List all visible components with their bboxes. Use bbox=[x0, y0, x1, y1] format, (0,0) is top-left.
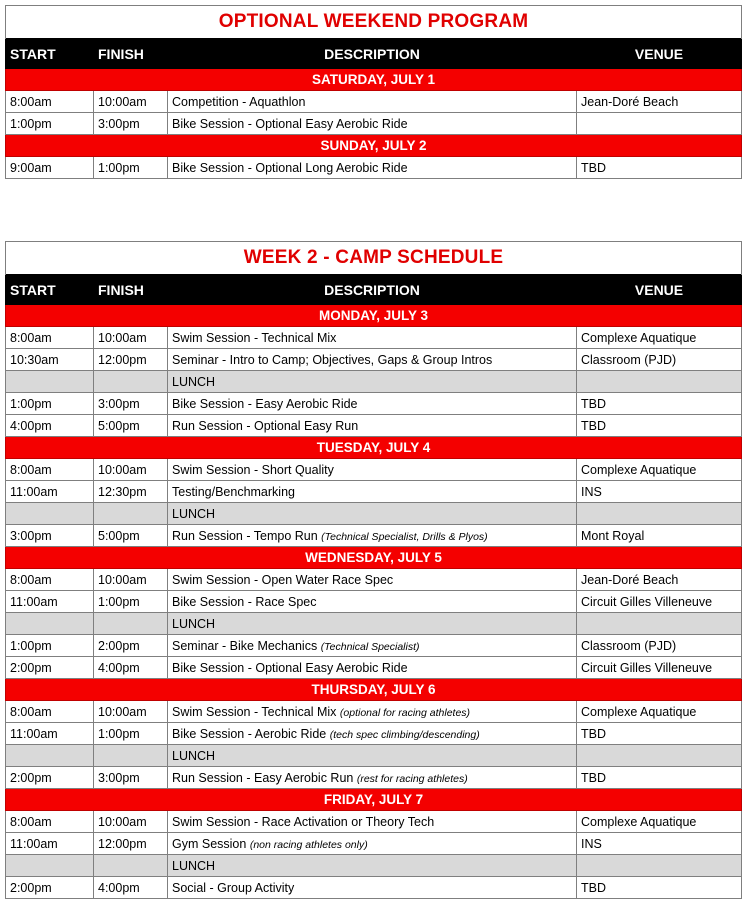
finish-cell bbox=[94, 371, 168, 393]
start-cell: 3:00pm bbox=[6, 525, 94, 547]
description-text: Testing/Benchmarking bbox=[172, 484, 295, 499]
lunch-row bbox=[6, 613, 742, 635]
start-cell bbox=[6, 745, 94, 767]
venue-cell bbox=[577, 503, 742, 525]
venue-cell: Circuit Gilles Villeneuve bbox=[577, 657, 742, 679]
description-text: LUNCH bbox=[172, 616, 216, 631]
venue-cell: Complexe Aquatique bbox=[577, 811, 742, 833]
description-text: Seminar - Intro to Camp; Objectives, Gaps & Group Intros bbox=[172, 352, 493, 367]
description-note: (Technical Specialist) bbox=[320, 640, 420, 653]
description-text: LUNCH bbox=[172, 374, 216, 389]
table-row bbox=[6, 833, 742, 855]
description-text: LUNCH bbox=[172, 748, 216, 763]
description-cell bbox=[168, 701, 577, 723]
venue-cell: TBD bbox=[577, 877, 742, 899]
description-cell bbox=[168, 767, 577, 789]
day-label: WEDNESDAY, JULY 5 bbox=[6, 547, 742, 569]
table-title-row bbox=[6, 242, 742, 275]
header-finish: FINISH bbox=[94, 39, 168, 69]
description-text: Competition - Aquathlon bbox=[172, 94, 306, 109]
start-cell: 11:00am bbox=[6, 723, 94, 745]
finish-cell: 5:00pm bbox=[94, 415, 168, 437]
start-cell: 1:00pm bbox=[6, 393, 94, 415]
venue-cell: Classroom (PJD) bbox=[577, 635, 742, 657]
table-row bbox=[6, 459, 742, 481]
table-row bbox=[6, 657, 742, 679]
header-venue: VENUE bbox=[577, 275, 742, 305]
venue-cell bbox=[577, 371, 742, 393]
table-row bbox=[6, 157, 742, 179]
description-text: LUNCH bbox=[172, 506, 216, 521]
table-row bbox=[6, 635, 742, 657]
start-cell bbox=[6, 613, 94, 635]
description-text: Swim Session - Technical Mix bbox=[172, 330, 337, 345]
description-cell bbox=[168, 657, 577, 679]
description-text: Bike Session - Optional Easy Aerobic Ride bbox=[172, 660, 408, 675]
venue-cell: Jean-Doré Beach bbox=[577, 91, 742, 113]
finish-cell: 4:00pm bbox=[94, 877, 168, 899]
description-text: Gym Session bbox=[172, 836, 247, 851]
day-label: THURSDAY, JULY 6 bbox=[6, 679, 742, 701]
start-cell: 8:00am bbox=[6, 811, 94, 833]
description-cell bbox=[168, 371, 577, 393]
start-cell: 11:00am bbox=[6, 481, 94, 503]
header-finish: FINISH bbox=[94, 275, 168, 305]
venue-cell: TBD bbox=[577, 157, 742, 179]
finish-cell: 3:00pm bbox=[94, 767, 168, 789]
day-label: SUNDAY, JULY 2 bbox=[6, 135, 742, 157]
start-cell: 11:00am bbox=[6, 833, 94, 855]
table-row bbox=[6, 481, 742, 503]
description-note: (non racing athletes only) bbox=[249, 838, 368, 851]
table-row bbox=[6, 723, 742, 745]
venue-cell: INS bbox=[577, 833, 742, 855]
lunch-row bbox=[6, 745, 742, 767]
table-row bbox=[6, 393, 742, 415]
description-note: (optional for racing athletes) bbox=[339, 706, 471, 719]
venue-cell: Complexe Aquatique bbox=[577, 701, 742, 723]
day-row bbox=[6, 305, 742, 327]
start-cell: 2:00pm bbox=[6, 657, 94, 679]
description-note: (Technical Specialist, Drills & Plyos) bbox=[321, 530, 488, 543]
description-note: (tech spec climbing/descending) bbox=[329, 728, 480, 741]
description-cell bbox=[168, 415, 577, 437]
description-text: Bike Session - Optional Long Aerobic Ride bbox=[172, 160, 408, 175]
start-cell bbox=[6, 371, 94, 393]
start-cell: 1:00pm bbox=[6, 113, 94, 135]
description-cell bbox=[168, 723, 577, 745]
description-text: Bike Session - Aerobic Ride bbox=[172, 726, 327, 741]
description-cell bbox=[168, 157, 577, 179]
description-text: LUNCH bbox=[172, 858, 216, 873]
venue-cell: TBD bbox=[577, 767, 742, 789]
finish-cell: 10:00am bbox=[94, 569, 168, 591]
description-text: Swim Session - Short Quality bbox=[172, 462, 334, 477]
venue-cell: Complexe Aquatique bbox=[577, 327, 742, 349]
table-row bbox=[6, 91, 742, 113]
finish-cell: 12:00pm bbox=[94, 833, 168, 855]
table-row bbox=[6, 877, 742, 899]
description-cell bbox=[168, 481, 577, 503]
description-cell bbox=[168, 613, 577, 635]
description-text: Seminar - Bike Mechanics bbox=[172, 638, 318, 653]
table-title-row bbox=[6, 6, 742, 39]
table-row bbox=[6, 415, 742, 437]
finish-cell: 1:00pm bbox=[94, 157, 168, 179]
camp-schedule-table bbox=[5, 241, 742, 899]
lunch-row bbox=[6, 371, 742, 393]
description-text: Social - Group Activity bbox=[172, 880, 295, 895]
venue-cell bbox=[577, 613, 742, 635]
start-cell: 2:00pm bbox=[6, 877, 94, 899]
table-row bbox=[6, 701, 742, 723]
day-row bbox=[6, 547, 742, 569]
start-cell: 2:00pm bbox=[6, 767, 94, 789]
finish-cell: 10:00am bbox=[94, 459, 168, 481]
description-text: Run Session - Easy Aerobic Run bbox=[172, 770, 354, 785]
finish-cell: 1:00pm bbox=[94, 723, 168, 745]
description-text: Bike Session - Race Spec bbox=[172, 594, 317, 609]
header-row bbox=[6, 275, 742, 305]
start-cell bbox=[6, 855, 94, 877]
venue-cell: TBD bbox=[577, 415, 742, 437]
table-row bbox=[6, 525, 742, 547]
finish-cell: 10:00am bbox=[94, 811, 168, 833]
table-title: WEEK 2 - CAMP SCHEDULE bbox=[6, 242, 742, 275]
finish-cell bbox=[94, 745, 168, 767]
finish-cell: 10:00am bbox=[94, 701, 168, 723]
header-start: START bbox=[6, 275, 94, 305]
description-cell bbox=[168, 877, 577, 899]
day-row bbox=[6, 679, 742, 701]
table-title: OPTIONAL WEEKEND PROGRAM bbox=[6, 6, 742, 39]
description-cell bbox=[168, 327, 577, 349]
venue-cell: TBD bbox=[577, 393, 742, 415]
description-cell bbox=[168, 811, 577, 833]
venue-cell: Mont Royal bbox=[577, 525, 742, 547]
venue-cell bbox=[577, 113, 742, 135]
description-cell bbox=[168, 91, 577, 113]
finish-cell: 4:00pm bbox=[94, 657, 168, 679]
venue-cell bbox=[577, 745, 742, 767]
venue-cell: Jean-Doré Beach bbox=[577, 569, 742, 591]
start-cell: 9:00am bbox=[6, 157, 94, 179]
lunch-row bbox=[6, 855, 742, 877]
table-row bbox=[6, 113, 742, 135]
finish-cell: 12:00pm bbox=[94, 349, 168, 371]
description-cell bbox=[168, 503, 577, 525]
description-cell bbox=[168, 113, 577, 135]
start-cell: 4:00pm bbox=[6, 415, 94, 437]
finish-cell: 5:00pm bbox=[94, 525, 168, 547]
header-venue: VENUE bbox=[577, 39, 742, 69]
finish-cell bbox=[94, 613, 168, 635]
description-cell bbox=[168, 855, 577, 877]
finish-cell: 10:00am bbox=[94, 91, 168, 113]
description-cell bbox=[168, 459, 577, 481]
header-description: DESCRIPTION bbox=[168, 275, 577, 305]
start-cell: 8:00am bbox=[6, 327, 94, 349]
description-text: Swim Session - Open Water Race Spec bbox=[172, 572, 394, 587]
description-text: Bike Session - Optional Easy Aerobic Ride bbox=[172, 116, 408, 131]
start-cell bbox=[6, 503, 94, 525]
description-text: Swim Session - Technical Mix bbox=[172, 704, 337, 719]
description-text: Run Session - Tempo Run bbox=[172, 528, 318, 543]
venue-cell bbox=[577, 855, 742, 877]
start-cell: 1:00pm bbox=[6, 635, 94, 657]
description-note: (rest for racing athletes) bbox=[356, 772, 468, 785]
description-cell bbox=[168, 525, 577, 547]
header-description: DESCRIPTION bbox=[168, 39, 577, 69]
table-row bbox=[6, 327, 742, 349]
finish-cell: 2:00pm bbox=[94, 635, 168, 657]
finish-cell: 3:00pm bbox=[94, 113, 168, 135]
finish-cell: 1:00pm bbox=[94, 591, 168, 613]
venue-cell: Circuit Gilles Villeneuve bbox=[577, 591, 742, 613]
table-row bbox=[6, 591, 742, 613]
day-label: SATURDAY, JULY 1 bbox=[6, 69, 742, 91]
description-cell bbox=[168, 393, 577, 415]
day-row bbox=[6, 135, 742, 157]
day-label: MONDAY, JULY 3 bbox=[6, 305, 742, 327]
table-row bbox=[6, 349, 742, 371]
lunch-row bbox=[6, 503, 742, 525]
description-cell bbox=[168, 591, 577, 613]
finish-cell: 3:00pm bbox=[94, 393, 168, 415]
description-text: Run Session - Optional Easy Run bbox=[172, 418, 359, 433]
table-row bbox=[6, 767, 742, 789]
finish-cell bbox=[94, 855, 168, 877]
day-row bbox=[6, 69, 742, 91]
day-row bbox=[6, 437, 742, 459]
start-cell: 8:00am bbox=[6, 701, 94, 723]
venue-cell: Complexe Aquatique bbox=[577, 459, 742, 481]
finish-cell bbox=[94, 503, 168, 525]
start-cell: 8:00am bbox=[6, 91, 94, 113]
description-cell bbox=[168, 569, 577, 591]
header-row bbox=[6, 39, 742, 69]
venue-cell: Classroom (PJD) bbox=[577, 349, 742, 371]
start-cell: 8:00am bbox=[6, 459, 94, 481]
description-cell bbox=[168, 745, 577, 767]
finish-cell: 10:00am bbox=[94, 327, 168, 349]
start-cell: 10:30am bbox=[6, 349, 94, 371]
weekend-program-table bbox=[5, 5, 742, 179]
start-cell: 8:00am bbox=[6, 569, 94, 591]
table-row bbox=[6, 569, 742, 591]
day-label: TUESDAY, JULY 4 bbox=[6, 437, 742, 459]
finish-cell: 12:30pm bbox=[94, 481, 168, 503]
description-text: Swim Session - Race Activation or Theory Tech bbox=[172, 814, 435, 829]
day-row bbox=[6, 789, 742, 811]
description-cell bbox=[168, 349, 577, 371]
table-row bbox=[6, 811, 742, 833]
description-cell bbox=[168, 833, 577, 855]
description-cell bbox=[168, 635, 577, 657]
venue-cell: INS bbox=[577, 481, 742, 503]
day-label: FRIDAY, JULY 7 bbox=[6, 789, 742, 811]
description-text: Bike Session - Easy Aerobic Ride bbox=[172, 396, 358, 411]
start-cell: 11:00am bbox=[6, 591, 94, 613]
venue-cell: TBD bbox=[577, 723, 742, 745]
header-start: START bbox=[6, 39, 94, 69]
